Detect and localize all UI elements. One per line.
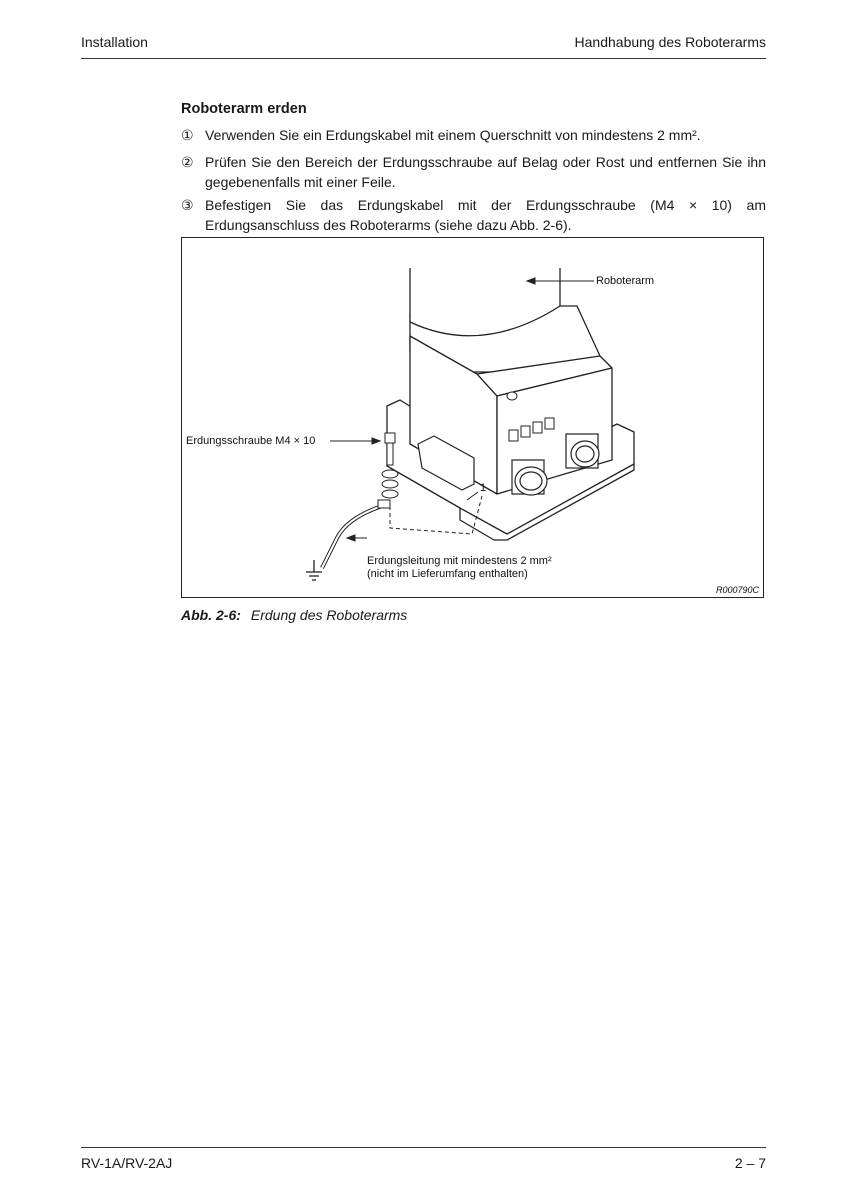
figure-code: R000790C	[715, 585, 759, 595]
caption-number: Abb. 2-6:	[181, 607, 241, 623]
figure-frame	[181, 237, 764, 598]
ground-symbol-icon	[306, 560, 322, 580]
step-3	[181, 195, 766, 235]
step-1-number: ①	[181, 127, 194, 143]
step-2-text: Prüfen Sie den Bereich der Erdungsschraube auf Belag oder Rost und entfernen Sie ihn gegebenenfalls mit einer Feile.	[205, 154, 766, 190]
switch-icon	[521, 426, 530, 437]
footer-page-number: 2 – 7	[734, 1155, 766, 1171]
caption-text: Erdung des Roboterarms	[250, 607, 408, 623]
switch-icon	[509, 430, 518, 441]
callout-number: 1	[480, 482, 487, 494]
label-robot-arm: Roboterarm	[596, 275, 655, 287]
step-2-number: ②	[181, 154, 194, 170]
step-1-text: Verwenden Sie ein Erdungskabel mit einem Querschnitt von mindestens 2 mm².	[205, 127, 701, 143]
footer-rule	[81, 1147, 766, 1148]
step-2	[181, 152, 766, 192]
footer-model: RV-1A/RV-2AJ	[81, 1155, 173, 1171]
header-chapter: Installation	[81, 34, 148, 50]
robot-arm-grounding-illustration	[182, 238, 763, 597]
step-3-text: Befestigen Sie das Erdungskabel mit der Erdungsschraube (M4 × 10) am Erdungsanschluss des Roboterarms (siehe dazu Abb. 2-6).	[205, 197, 766, 233]
step-3-number: ③	[181, 197, 194, 213]
step-1	[181, 125, 766, 145]
top-screw-icon	[507, 392, 517, 400]
header-rule	[81, 58, 766, 59]
header-section: Handhabung des Roboterarms	[574, 34, 766, 50]
grounding-screw-icon	[385, 433, 395, 443]
label-ground-screw: Erdungsschraube M4 × 10	[186, 435, 316, 447]
figure-caption	[181, 607, 407, 623]
switch-icon	[533, 422, 542, 433]
switch-icon	[545, 418, 554, 429]
section-title: Roboterarm erden	[181, 101, 307, 117]
label-ground-cable: Erdungsleitung mit mindestens 2 mm²	[367, 555, 552, 567]
label-ground-cable-note: (nicht im Lieferumfang enthalten)	[367, 568, 528, 580]
